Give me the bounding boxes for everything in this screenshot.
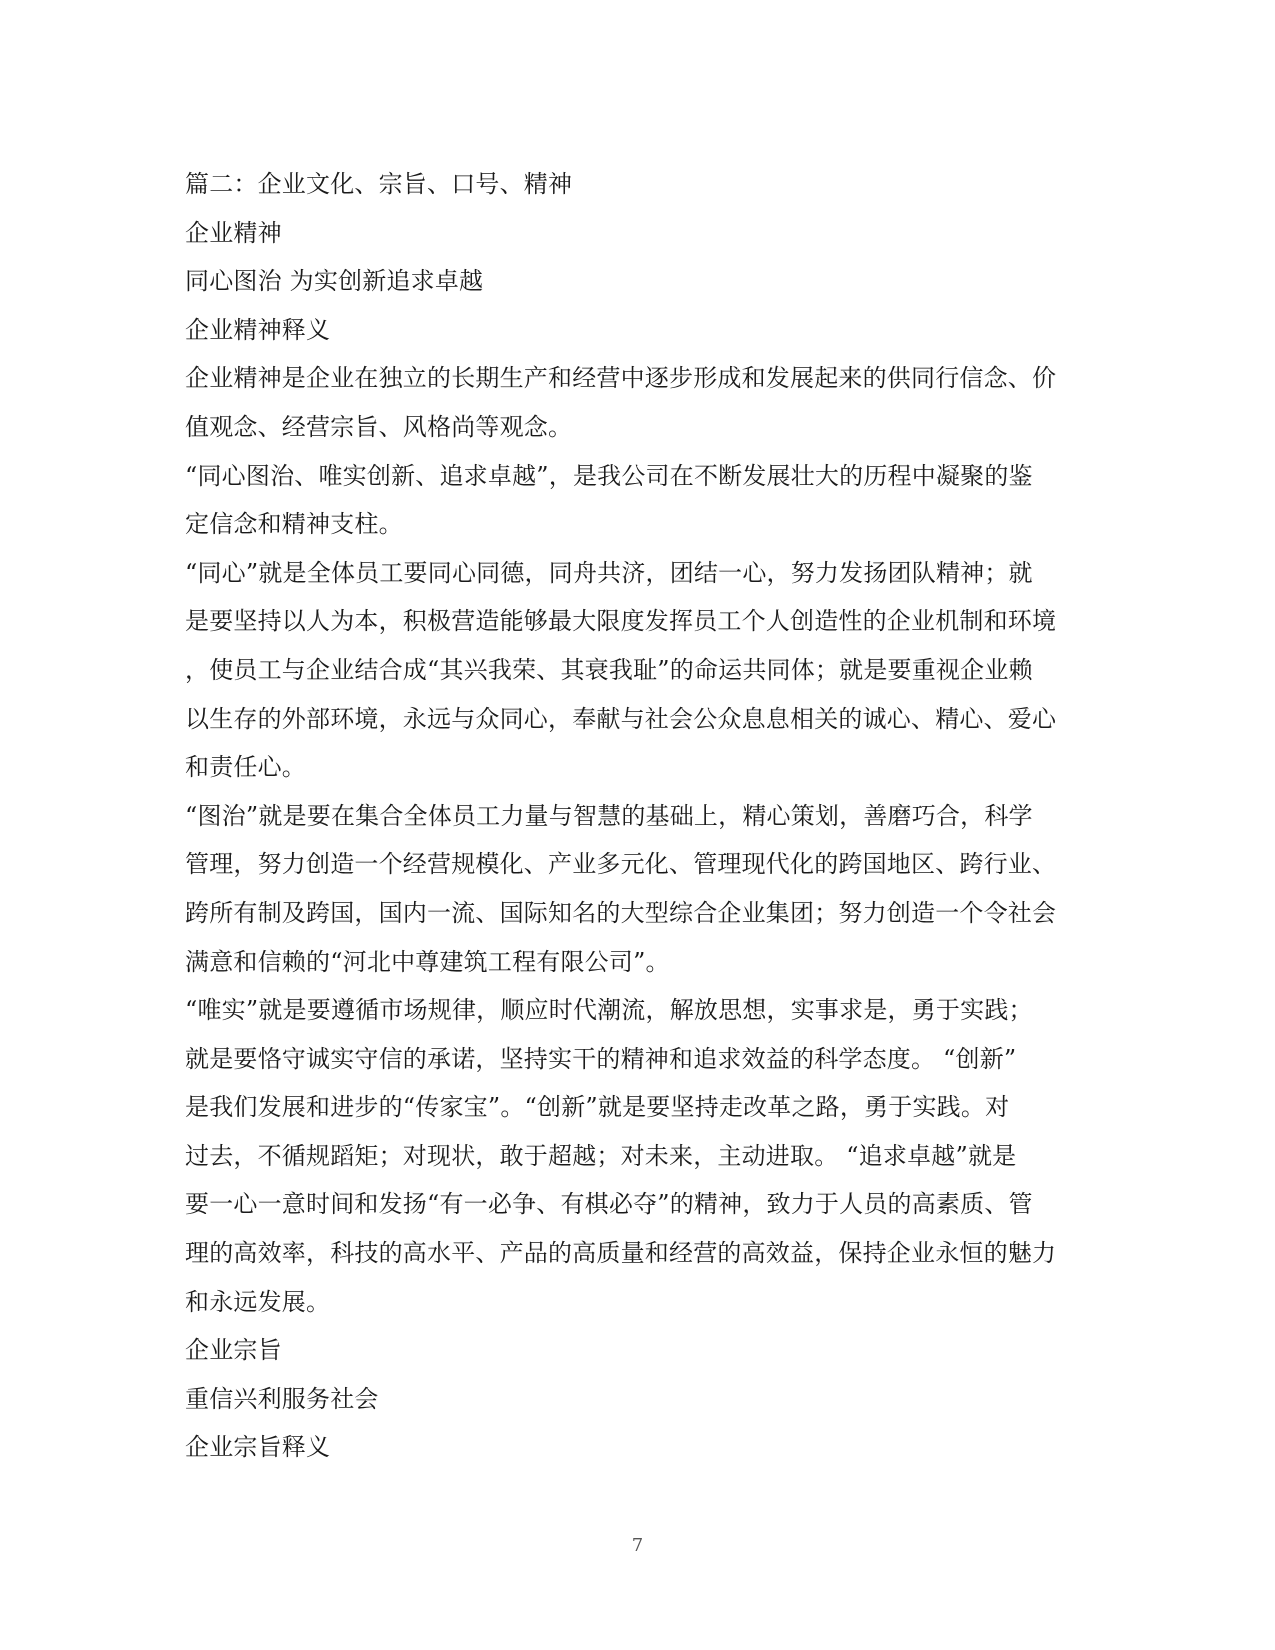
text-line: 理的高效率，科技的高水平、产品的高质量和经营的高效益，保持企业永恒的魅力	[185, 1239, 1057, 1268]
text-line: 管理，努力创造一个经营规模化、产业多元化、管理现代化的跨国地区、跨行业、	[185, 850, 1057, 879]
text-line: 和责任心。	[185, 753, 306, 782]
heading-enterprise-purpose: 企业宗旨	[185, 1336, 282, 1365]
page-number: 7	[631, 1535, 644, 1556]
text-line: 满意和信赖的“河北中尊建筑工程有限公司”。	[185, 947, 670, 976]
text-line: 以生存的外部环境，永远与众同心，奉献与社会公众息息相关的诚心、精心、爱心	[185, 704, 1057, 733]
document-body	[185, 160, 1085, 1472]
heading-enterprise-spirit: 企业精神	[185, 218, 282, 247]
text-line: 跨所有制及跨国，国内一流、国际知名的大型综合企业集团；努力创造一个令社会	[185, 898, 1057, 927]
text-line: 就是要恪守诚实守信的承诺，坚持实干的精神和追求效益的科学态度。 “创新”	[185, 1044, 1017, 1073]
heading-spirit-explanation: 企业精神释义	[185, 315, 331, 344]
heading-purpose-explanation: 企业宗旨释义	[185, 1433, 331, 1462]
text-line: 过去，不循规蹈矩；对现状，敢于超越；对未来，主动进取。 “追求卓越”就是	[185, 1141, 1017, 1170]
text-line: 值观念、经营宗旨、风格尚等观念。	[185, 412, 573, 441]
text-line: 定信念和精神支柱。	[185, 510, 403, 539]
text-line: 和永远发展。	[185, 1287, 331, 1316]
text-line: “同心”就是全体员工要同心同德，同舟共济，团结一心，努力发扬团队精神；就	[185, 558, 1033, 587]
text-line: 要一心一意时间和发扬“有一必争、有棋必夺”的精神，致力于人员的高素质、管	[185, 1190, 1033, 1219]
text-line: “唯实”就是要遵循市场规律，顺应时代潮流，解放思想，实事求是，勇于实践；	[185, 996, 1033, 1025]
text-line: “图治”就是要在集合全体员工力量与智慧的基础上，精心策划，善磨巧合，科学	[185, 801, 1033, 830]
section-title: 篇二：企业文化、宗旨、口号、精神	[185, 170, 573, 198]
text-line: “同心图治、唯实创新、追求卓越”，是我公司在不断发展壮大的历程中凝聚的鉴	[185, 461, 1033, 490]
text-line: 企业精神是企业在独立的长期生产和经营中逐步形成和发展起来的供同行信念、价	[185, 364, 1057, 393]
spirit-slogan: 同心图治 为实创新追求卓越	[185, 267, 484, 296]
text-line: 是要坚持以人为本，积极营造能够最大限度发挥员工个人创造性的企业机制和环境	[185, 607, 1057, 636]
text-line: 是我们发展和进步的“传家宝”。“创新”就是要坚持走改革之路，勇于实践。对	[185, 1093, 1010, 1122]
text-line: ，使员工与企业结合成“其兴我荣、其衰我耻”的命运共同体；就是要重视企业赖	[185, 655, 1033, 684]
purpose-slogan: 重信兴利服务社会	[185, 1384, 379, 1413]
